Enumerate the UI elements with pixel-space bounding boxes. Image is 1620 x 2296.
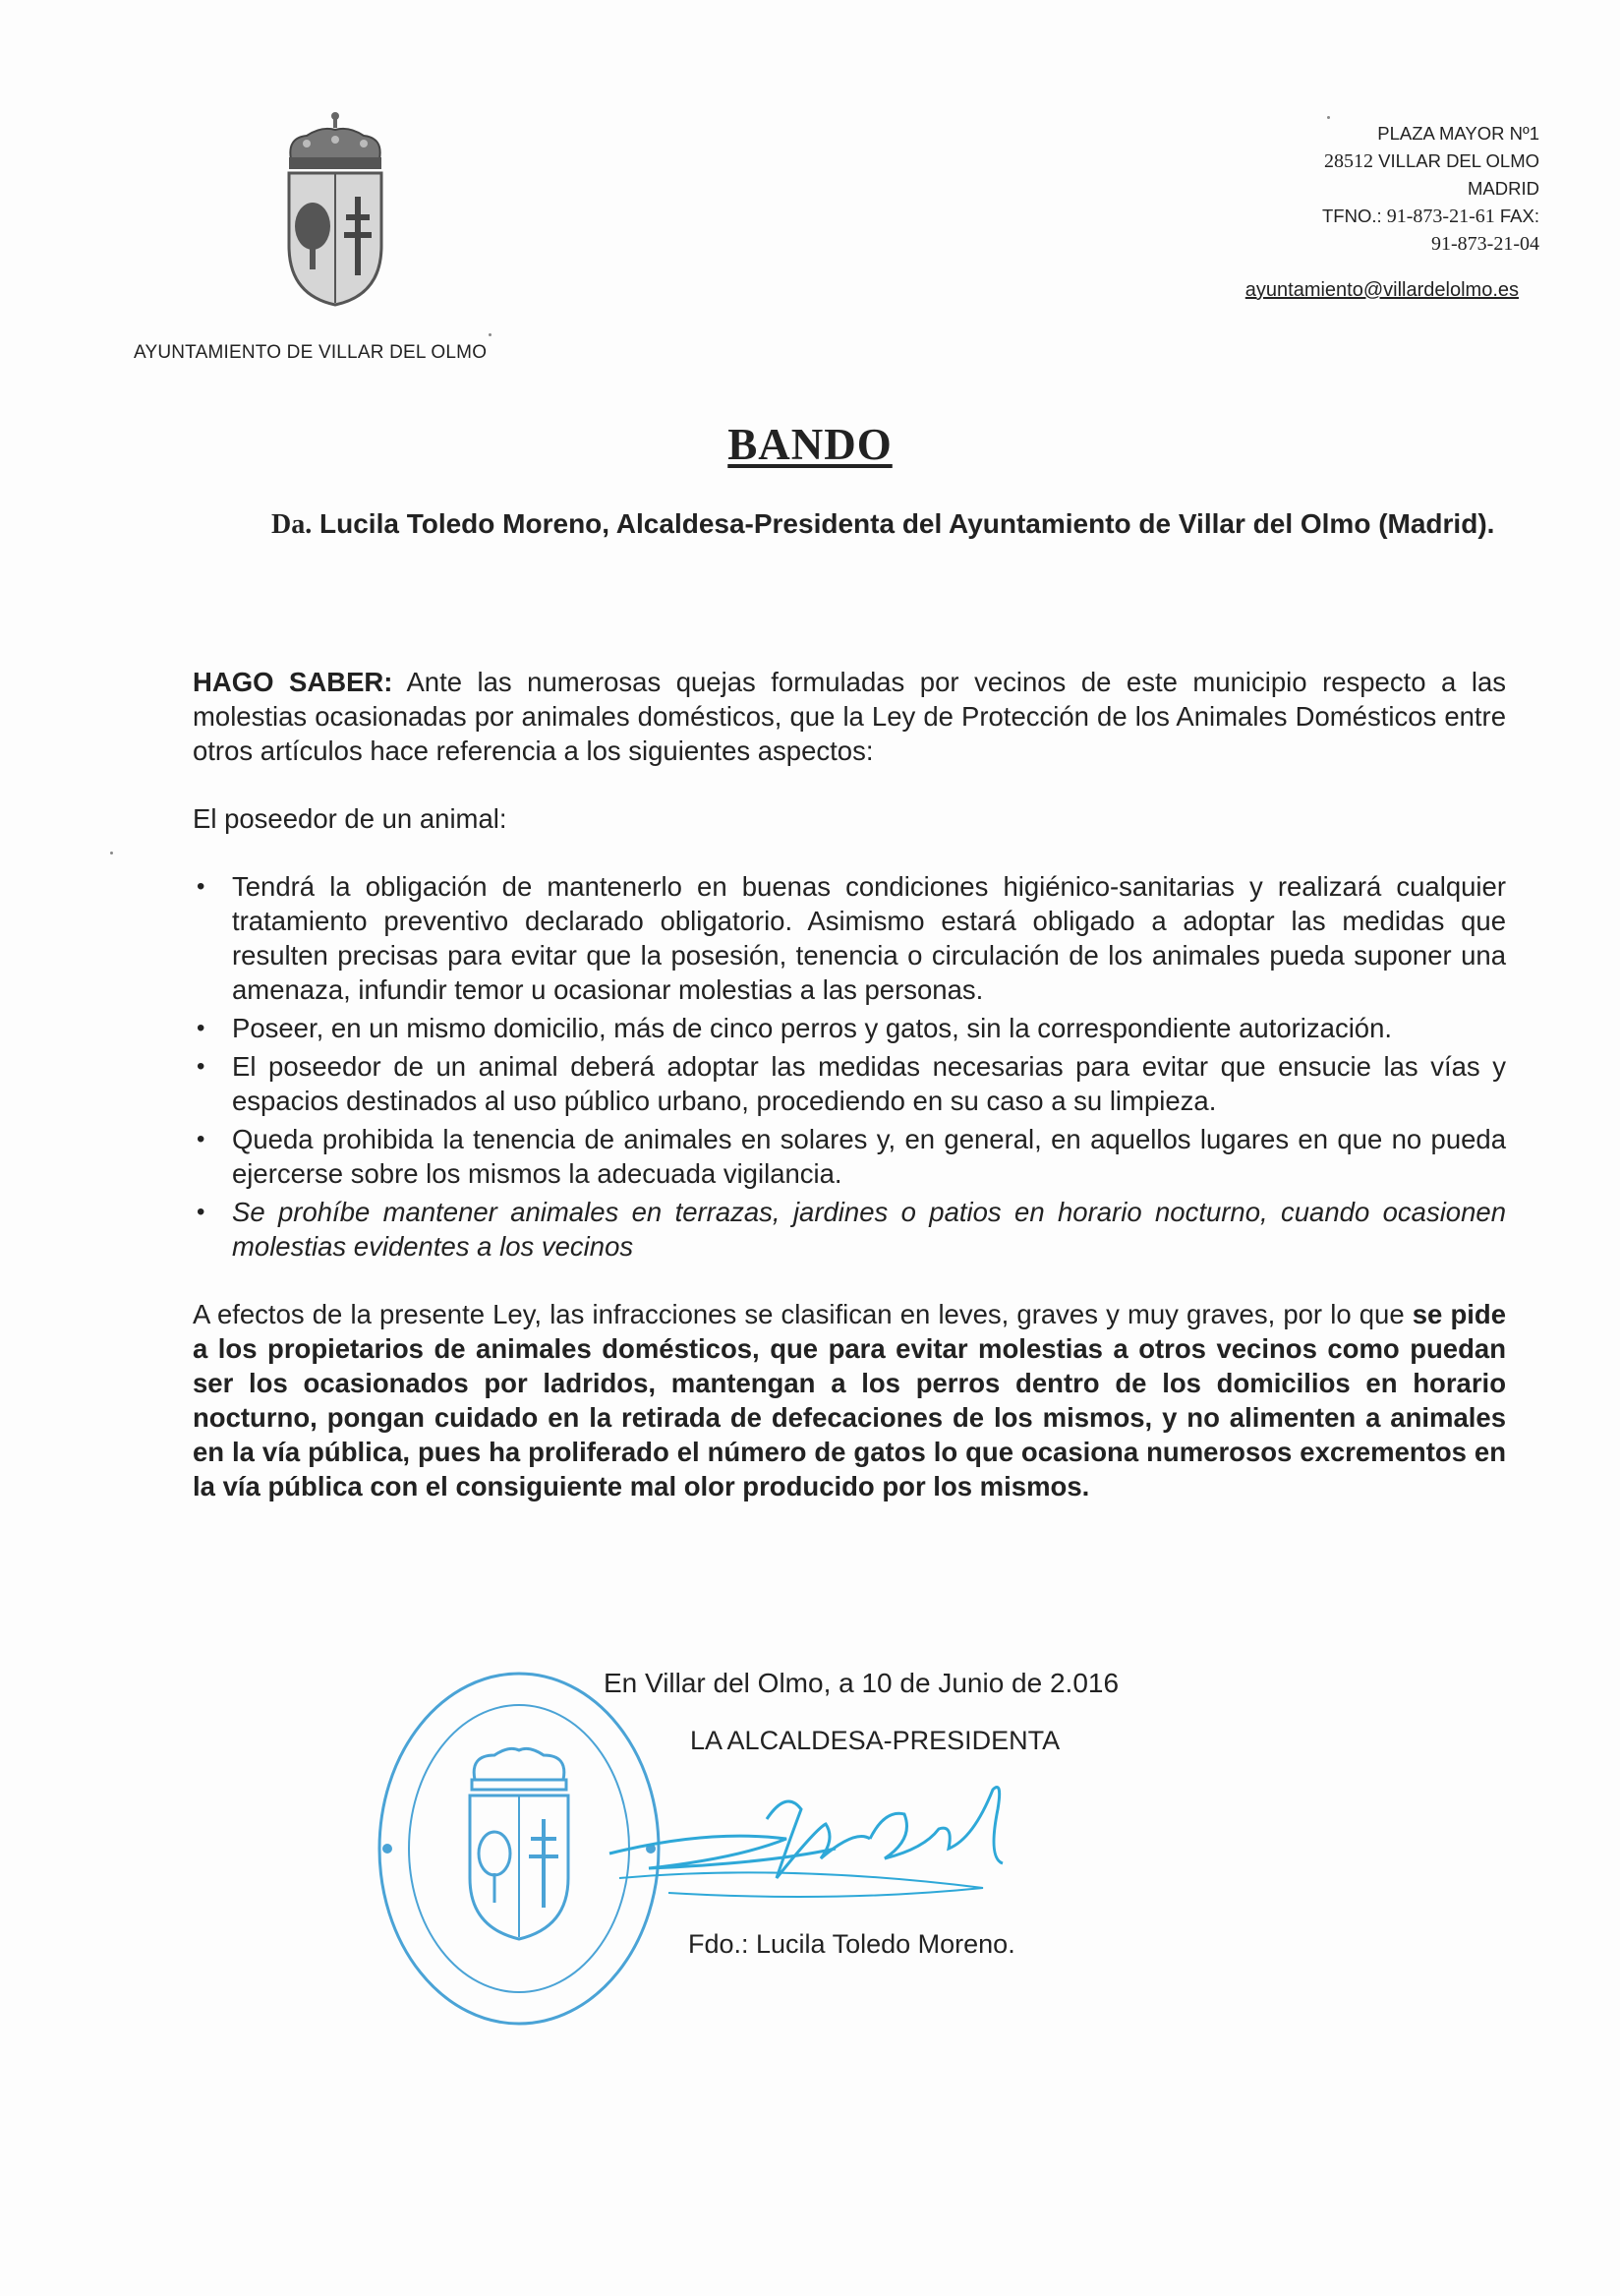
scan-speck — [489, 333, 492, 336]
list-item: • Tendrá la obligación de mantenerlo en buenas condiciones higiénico-sanitarias y realizará cualquier tratamiento preventivo declarado obligatorio. Asimismo estará obligado a adoptar las medidas que resulten precisas para evitar que la posesión, tenencia o circulación de los animales pueda suponer una amenaza, infundir temor u ocasionar molestias a las personas. — [197, 871, 1506, 1005]
issuer-text: Lucila Toledo Moreno, Alcaldesa-Presidenta del Ayuntamiento de Villar del Olmo (Madrid). — [319, 508, 1495, 539]
fax-number: 91-873-21-04 — [1431, 233, 1539, 255]
owner-line: El poseedor de un animal: — [193, 803, 507, 834]
list-item: • El poseedor de un animal deberá adoptar las medidas necesarias para evitar que ensucie las vías y espacios destinados al uso público urbano, procediendo en su caso a su limpieza. — [197, 1051, 1506, 1116]
intro-text: Ante las numerosas quejas formuladas por vecinos de este municipio respecto a las molestias ocasionadas por animales domésticos, que la Ley de Protección de los Animales Domésticos entre otros artículos hace referencia a los siguientes aspectos: — [193, 667, 1507, 766]
closing-plain-text: A efectos de la presente Ley, las infracciones se clasifican en leves, graves y muy graves, por lo que — [193, 1299, 1405, 1329]
signer-name: Fdo.: Lucila Toledo Moreno. — [688, 1929, 1015, 1959]
phone-fax-line: TFNO.: 91-873-21-61 FAX: — [1321, 206, 1539, 227]
intro-lead: HAGO SABER: — [193, 667, 393, 697]
email-link[interactable]: ayuntamiento@villardelolmo.es — [1244, 279, 1519, 301]
scan-speck — [110, 852, 113, 854]
document-body — [193, 665, 1506, 1503]
closing-paragraph — [193, 1297, 1506, 1503]
list-item: • Queda prohibida la tenencia de animales en solares y, en general, en aquellos lugares en que no pueda ejercerse sobre los mismos la adecuada vigilancia. — [197, 1124, 1506, 1189]
address-city: 28512 VILLAR DEL OLMO — [1324, 150, 1539, 172]
address-block — [1322, 120, 1539, 258]
scan-speck — [1327, 116, 1330, 119]
intro-paragraph — [193, 665, 1506, 768]
closing-bold-text: se pide a los propietarios de animales domésticos, que para evitar molestias a otros vecinos como puedan ser los ocasionados por ladridos, mantengan a los perros dentro de los domicilios en horario nocturno, pongan cuidado en la retirada de defecaciones de los mismos, y no alimenten a animales en la vía pública, pues ha proliferado el número de gatos lo que ocasiona numerosos excrementos en la vía pública con el consiguiente mal olor producido por los mismos. — [193, 1299, 1507, 1501]
place-and-date: En Villar del Olmo, a 10 de Junio de 2.016 — [604, 1668, 1120, 1698]
rules-list — [193, 869, 1506, 1264]
organization-name: AYUNTAMIENTO DE VILLAR DEL OLMO — [134, 342, 488, 363]
municipal-crest-icon — [277, 108, 393, 310]
handwritten-signature-icon — [590, 1770, 1081, 1917]
signer-role: LA ALCALDESA-PRESIDENTA — [690, 1726, 1061, 1755]
issuer-prefix: Da. — [271, 509, 313, 540]
issuer-statement — [193, 503, 1510, 546]
list-item: • Poseer, en un mismo domicilio, más de cinco perros y gatos, sin la correspondiente autorización. — [197, 1013, 1393, 1043]
address-street: PLAZA MAYOR Nº1 — [1377, 123, 1539, 144]
list-item: • Se prohíbe mantener animales en terrazas, jardines o patios en horario nocturno, cuando ocasionen molestias evidentes a los vecinos — [197, 1197, 1506, 1262]
address-region: MADRID — [1468, 178, 1539, 199]
document-title: BANDO — [727, 420, 893, 469]
